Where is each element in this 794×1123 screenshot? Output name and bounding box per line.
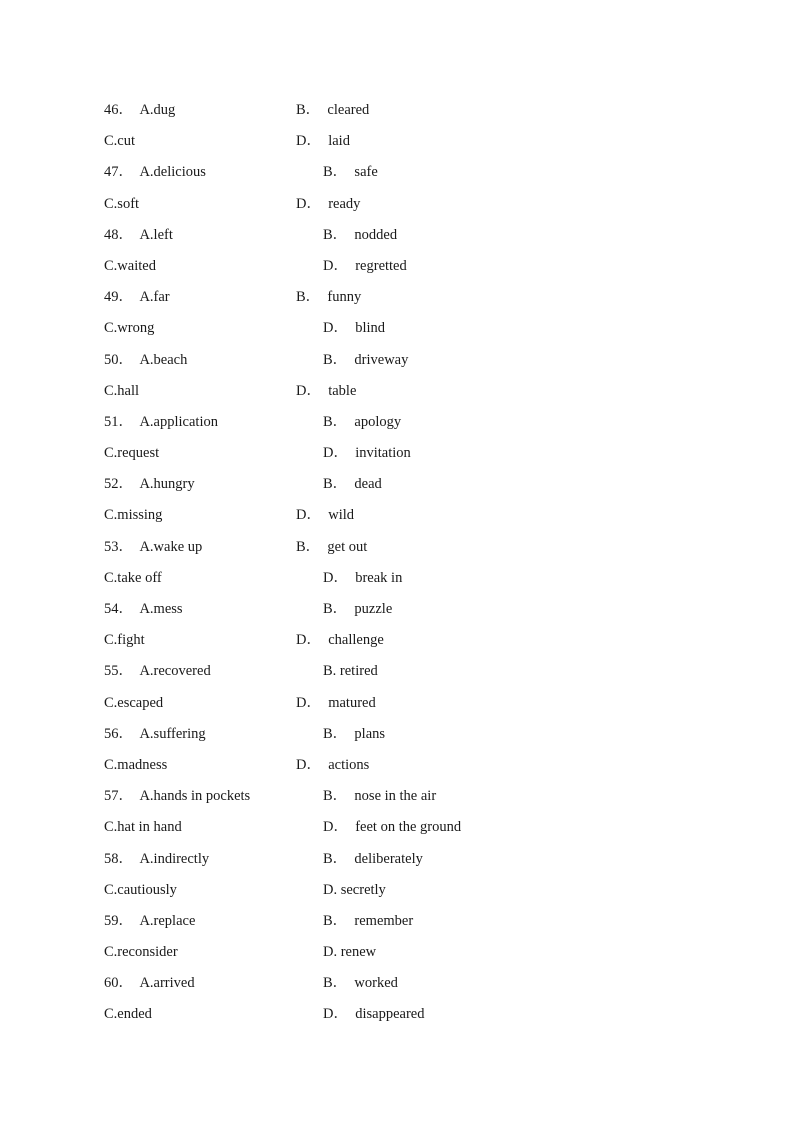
option-right: B． plans: [323, 725, 386, 742]
option-line: [0, 566, 794, 597]
option-left: C.reconsider: [104, 944, 178, 961]
option-left: 51． A.application: [104, 413, 218, 430]
option-line: [0, 535, 794, 566]
option-line: [0, 503, 794, 534]
option-left: C.waited: [104, 257, 156, 274]
option-left: C.wrong: [104, 320, 155, 337]
option-right: D． regretted: [323, 257, 407, 274]
option-line: [0, 379, 794, 410]
option-line: [0, 597, 794, 628]
option-left: C.cautiously: [104, 881, 177, 898]
option-right: B． driveway: [323, 351, 409, 368]
option-line: [0, 285, 794, 316]
option-right: D. renew: [323, 944, 377, 961]
option-line: [0, 628, 794, 659]
option-line: [0, 784, 794, 815]
option-line: [0, 691, 794, 722]
option-right: D． invitation: [323, 445, 411, 462]
option-right: B． get out: [296, 538, 368, 555]
option-right: D． laid: [296, 133, 350, 150]
option-line: [0, 815, 794, 846]
option-left: 49． A.far: [104, 289, 170, 306]
option-left: C.hat in hand: [104, 819, 182, 836]
option-left: 55． A.recovered: [104, 663, 211, 680]
option-line: [0, 847, 794, 878]
option-right: D． challenge: [296, 632, 384, 649]
option-left: C.cut: [104, 133, 136, 150]
option-right: B． deliberately: [323, 850, 423, 867]
option-line: [0, 971, 794, 1002]
option-right: D． feet on the ground: [323, 819, 462, 836]
option-line: [0, 192, 794, 223]
option-left: 54． A.mess: [104, 601, 183, 617]
option-line: [0, 753, 794, 784]
option-right: B． nodded: [323, 226, 398, 243]
option-right: B． funny: [296, 289, 362, 306]
option-right: B． safe: [323, 164, 378, 181]
option-right: B． remember: [323, 912, 414, 929]
option-left: C.escaped: [104, 694, 164, 711]
option-line: [0, 223, 794, 254]
option-right: B． cleared: [296, 102, 370, 118]
option-line: [0, 160, 794, 191]
question-options-list: [0, 98, 794, 1034]
option-line: [0, 254, 794, 285]
option-right: B. retired: [323, 663, 378, 680]
option-left: 59． A.replace: [104, 912, 196, 929]
option-line: [0, 316, 794, 347]
option-line: [0, 659, 794, 690]
option-line: [0, 472, 794, 503]
option-right: B． apology: [323, 413, 402, 430]
option-left: C.soft: [104, 195, 140, 212]
option-line: [0, 909, 794, 940]
option-left: C.request: [104, 445, 160, 462]
option-right: D． wild: [296, 507, 354, 524]
option-left: C.hall: [104, 382, 140, 399]
option-line: [0, 410, 794, 441]
option-left: 47． A.delicious: [104, 164, 206, 181]
option-right: B． worked: [323, 975, 398, 992]
option-right: B． nose in the air: [323, 788, 437, 805]
option-line: [0, 441, 794, 472]
option-right: D． table: [296, 382, 357, 399]
option-right: B． dead: [323, 476, 382, 493]
option-left: 57． A.hands in pockets: [104, 788, 251, 805]
option-left: 46． A.dug: [104, 102, 176, 118]
option-right: D． disappeared: [323, 1006, 425, 1023]
option-line: [0, 878, 794, 909]
option-right: D． actions: [296, 756, 370, 773]
option-line: [0, 98, 794, 129]
option-right: B． puzzle: [323, 601, 393, 617]
option-line: [0, 348, 794, 379]
option-left: C.missing: [104, 507, 163, 524]
option-left: 53． A.wake up: [104, 538, 203, 555]
option-left: C.madness: [104, 756, 168, 773]
option-right: D． blind: [323, 320, 386, 337]
option-left: C.ended: [104, 1006, 152, 1023]
option-left: C.take off: [104, 569, 162, 586]
option-right: D. secretly: [323, 881, 386, 898]
option-right: D． ready: [296, 195, 361, 212]
option-left: 58． A.indirectly: [104, 850, 210, 867]
option-left: 52． A.hungry: [104, 476, 195, 493]
option-line: [0, 940, 794, 971]
option-right: D． break in: [323, 569, 403, 586]
option-left: 48． A.left: [104, 226, 173, 243]
option-left: 60． A.arrived: [104, 975, 195, 992]
option-line: [0, 722, 794, 753]
option-right: D． matured: [296, 694, 376, 711]
option-left: C.fight: [104, 632, 145, 649]
option-line: [0, 129, 794, 160]
option-left: 56． A.suffering: [104, 725, 206, 742]
option-left: 50． A.beach: [104, 351, 188, 368]
option-line: [0, 1002, 794, 1033]
